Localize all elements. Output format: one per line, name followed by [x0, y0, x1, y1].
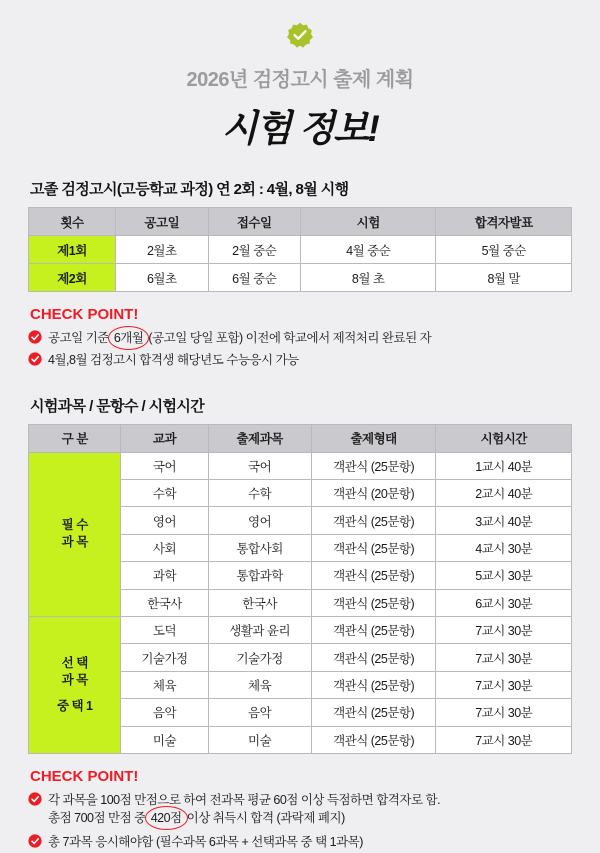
checkpoint-1-list: [28, 329, 572, 369]
page-subtitle: 2026년 검정고시 출제 계획: [186, 69, 414, 91]
line-2-pre: 총점 700점 만점 중: [48, 811, 149, 826]
group-label-elective: [29, 616, 121, 753]
subjects-table: [28, 424, 572, 754]
cell: 6월 중순: [208, 264, 300, 292]
list-item: [28, 351, 572, 369]
list-item: [28, 791, 572, 827]
schedule-heading: 고졸 검정고시(고등학교 과정) 연 2회 : 4월, 8월 시행: [30, 181, 349, 198]
checkpoint-2-item-0: [48, 791, 440, 827]
cell: 수학: [208, 480, 311, 507]
cell: 2교시 40분: [436, 480, 572, 507]
cell: 6월초: [116, 264, 208, 292]
cell: 7교시 30분: [436, 671, 572, 698]
cell: 객관식 (25문항): [311, 507, 436, 534]
cell: 객관식 (25문항): [311, 699, 436, 726]
cell: 미술: [208, 726, 311, 753]
cell: 6교시 30분: [436, 589, 572, 616]
checkpoint-1-title: CHECK POINT!: [30, 306, 139, 323]
column-header: 횟수: [29, 208, 116, 236]
group-label-line: 과 목: [61, 672, 88, 687]
cell: 기술가정: [208, 644, 311, 671]
column-header: 시험: [300, 208, 436, 236]
cell: 8월 말: [436, 264, 572, 292]
cell: 7교시 30분: [436, 726, 572, 753]
schedule-table: [28, 207, 572, 292]
cell: 4월 중순: [300, 236, 436, 264]
spacer: [29, 688, 120, 698]
group-label-required: [29, 452, 121, 616]
group-label-line: 선 택: [61, 655, 88, 670]
cell: 음악: [208, 699, 311, 726]
cell: 통합과학: [208, 562, 311, 589]
cell: 8월 초: [300, 264, 436, 292]
list-item: [28, 329, 572, 347]
cell: 객관식 (25문항): [311, 644, 436, 671]
column-header: 시험시간: [436, 425, 572, 452]
group-label-line: 과 목: [61, 535, 88, 550]
text-post: (공고일 당일 포함) 이전에 학교에서 제적처리 완료된 자: [145, 331, 432, 345]
cell: 기술가정: [121, 644, 208, 671]
column-header: 접수일: [208, 208, 300, 236]
cell: 2월초: [116, 236, 208, 264]
cell: 체육: [208, 671, 311, 698]
column-header: 합격자발표: [436, 208, 572, 236]
cell: 사회: [121, 534, 208, 561]
cell: 체육: [121, 671, 208, 698]
checkpoint-2-title: CHECK POINT!: [30, 767, 139, 785]
table-header-row: [29, 425, 572, 452]
cell: 국어: [121, 452, 208, 479]
table-header-row: [29, 208, 572, 236]
column-header: 교과: [121, 425, 208, 452]
table-row: [29, 452, 572, 479]
checkpoint-1-item-0: [48, 329, 431, 347]
check-badge-icon: [287, 22, 313, 48]
line-2-post: 이상 취득시 합격 (과락제 폐지): [183, 811, 345, 826]
page-title: 시험 정보!: [221, 108, 379, 149]
cell: 7교시 30분: [436, 616, 572, 643]
cell: 객관식 (25문항): [311, 562, 436, 589]
cell: 통합사회: [208, 534, 311, 561]
column-header: 출제과목: [208, 425, 311, 452]
row-label: 제2회: [29, 264, 116, 292]
cell: 음악: [121, 699, 208, 726]
check-mark-icon: [28, 330, 42, 344]
cell: 5교시 30분: [436, 562, 572, 589]
cell: 객관식 (25문항): [311, 616, 436, 643]
group-label-line: 필 수: [61, 518, 88, 533]
cell: 객관식 (20문항): [311, 480, 436, 507]
cell: 객관식 (25문항): [311, 671, 436, 698]
line-1: 각 과목을 100점 만점으로 하여 전과목 평균 60점 이상 득점하면 합격자로 함.: [48, 792, 441, 807]
cell: 과학: [121, 562, 208, 589]
column-header: 구 분: [29, 425, 121, 452]
cell: 미술: [121, 726, 208, 753]
cell: 영어: [121, 507, 208, 534]
cell: 1교시 40분: [436, 452, 572, 479]
text-pre: 공고일 기준: [48, 331, 112, 345]
table-row: [29, 264, 572, 292]
cell: 객관식 (25문항): [311, 452, 436, 479]
cell: 3교시 40분: [436, 507, 572, 534]
table-row: [29, 236, 572, 264]
cell: 7교시 30분: [436, 699, 572, 726]
column-header: 공고일: [116, 208, 208, 236]
subjects-heading: 시험과목 / 문항수 / 시험시간: [30, 398, 205, 416]
check-mark-icon: [28, 352, 42, 366]
cell: 생활과 윤리: [208, 616, 311, 643]
cell: 영어: [208, 507, 311, 534]
cell: 한국사: [121, 589, 208, 616]
cell: 수학: [121, 480, 208, 507]
highlight-circle: 6개월: [112, 329, 146, 347]
cell: 7교시 30분: [436, 644, 572, 671]
cell: 객관식 (25문항): [311, 534, 436, 561]
checkpoint-1-item-1: 4월,8월 검정고시 합격생 해당년도 수능응시 가능: [48, 353, 299, 368]
cell: 도덕: [121, 616, 208, 643]
column-header: 출제형태: [311, 425, 436, 452]
cell: 한국사: [208, 589, 311, 616]
group-label-line: 중 택 1: [56, 699, 93, 714]
cell: 국어: [208, 452, 311, 479]
check-mark-icon: [28, 792, 42, 806]
cell: 5월 중순: [436, 236, 572, 264]
highlight-circle: 420점: [149, 809, 184, 827]
cell: 2월 중순: [208, 236, 300, 264]
checkpoint-2-list: [28, 791, 572, 851]
cell: 4교시 30분: [436, 534, 572, 561]
row-label: 제1회: [29, 236, 116, 264]
cell: 객관식 (25문항): [311, 589, 436, 616]
badge-container: [28, 0, 572, 53]
check-mark-icon: [28, 834, 42, 848]
cell: 객관식 (25문항): [311, 726, 436, 753]
table-row: [29, 616, 572, 643]
checkpoint-2-item-1: 총 7과목 응시해야함 (필수과목 6과목 + 선택과목 중 택 1과목): [48, 835, 363, 850]
